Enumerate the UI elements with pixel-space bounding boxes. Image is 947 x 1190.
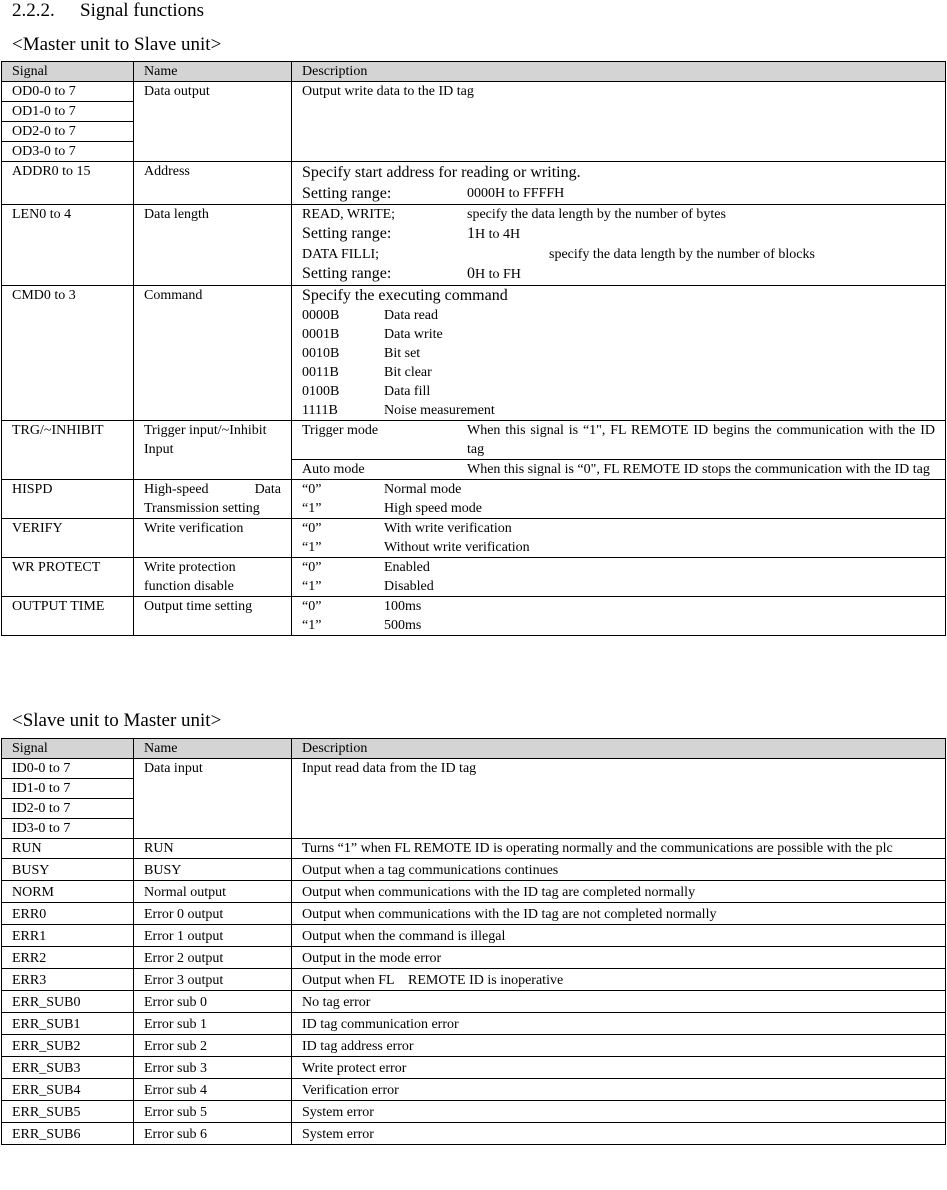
table-row — [2, 839, 946, 859]
col-description: Description — [292, 62, 946, 82]
signal-cell: RUN — [2, 839, 134, 859]
description-line — [302, 264, 935, 285]
signal-cell: ID2-0 to 7 — [2, 799, 134, 819]
name-cell: Error sub 6 — [134, 1123, 292, 1145]
value: “0” — [302, 521, 322, 536]
description-line — [302, 183, 935, 204]
description-line — [302, 224, 935, 245]
command-code — [302, 401, 935, 420]
table-row — [2, 597, 946, 636]
signal-cell: ADDR0 to 15 — [2, 162, 134, 205]
name-cell: High-speed Data Transmission setting — [134, 480, 292, 519]
mode-desc: When this signal is “0", FL REMOTE ID stops the communication with the ID tag — [467, 462, 930, 477]
range-value: H to FH — [475, 267, 521, 282]
description-line — [302, 205, 935, 224]
code-label: Data fill — [384, 384, 431, 399]
table-header — [2, 62, 946, 82]
table-row — [2, 759, 946, 779]
mode-label: Auto mode — [302, 462, 365, 477]
mode-desc: specify the data length by the number of blocks — [549, 247, 815, 262]
table-row — [2, 82, 946, 102]
description-cell — [292, 480, 946, 519]
description-cell — [292, 162, 946, 205]
section-number: 2.2.2. — [12, 0, 55, 21]
code-label: Noise measurement — [384, 403, 495, 418]
master-heading: <Master unit to Slave unit> — [12, 34, 222, 55]
value-desc: Disabled — [384, 579, 434, 594]
code: 1111B — [302, 403, 338, 418]
description-cell: Output when communications with the ID tag are not completed normally — [292, 903, 946, 925]
table-row — [2, 991, 946, 1013]
value: “1” — [302, 540, 322, 555]
name-cell: Normal output — [134, 881, 292, 903]
range-value: 0000H to FFFFH — [467, 186, 565, 201]
description-cell: Output when a tag communications continues — [292, 859, 946, 881]
name-cell: Error 0 output — [134, 903, 292, 925]
table-row — [2, 205, 946, 286]
description-cell: Output in the mode error — [292, 947, 946, 969]
description-cell: Output when communications with the ID tag are completed normally — [292, 881, 946, 903]
table-row — [2, 925, 946, 947]
table-row — [2, 969, 946, 991]
name-cell: Error sub 5 — [134, 1101, 292, 1123]
name-cell: Data length — [134, 205, 292, 286]
table-row — [2, 162, 946, 205]
code: 0011B — [302, 365, 339, 380]
description-cell: Turns “1” when FL REMOTE ID is operating normally and the communications are possible with the plc — [292, 839, 946, 859]
section-title: Signal functions — [80, 0, 205, 21]
mode-desc: When this signal is “1", FL REMOTE ID begins the communication with the ID tag — [467, 423, 935, 457]
mode-label: READ, WRITE; — [302, 207, 396, 222]
signal-cell: ERR_SUB1 — [2, 1013, 134, 1035]
signal-cell: ERR1 — [2, 925, 134, 947]
name-cell: RUN — [134, 839, 292, 859]
signal-cell: ID3-0 to 7 — [2, 819, 134, 839]
signal-cell: HISPD — [2, 480, 134, 519]
value-desc: Enabled — [384, 560, 430, 575]
trigger-mode — [292, 421, 945, 459]
table-header — [2, 739, 946, 759]
mode-label: Trigger mode — [302, 423, 379, 438]
description-line: Specify start address for reading or writing. — [302, 164, 581, 181]
description-cell: Input read data from the ID tag — [292, 759, 946, 839]
signal-cell: ERR_SUB2 — [2, 1035, 134, 1057]
signal-cell: BUSY — [2, 859, 134, 881]
command-code — [302, 344, 935, 363]
name-cell: BUSY — [134, 859, 292, 881]
value: “0” — [302, 482, 322, 497]
description-cell: Output when FL REMOTE ID is inoperative — [292, 969, 946, 991]
name-cell: Data input — [134, 759, 292, 839]
name-cell: Trigger input/~Inhibit Input — [134, 421, 292, 480]
description-cell — [292, 597, 946, 636]
description-cell — [292, 519, 946, 558]
value: “0” — [302, 560, 322, 575]
name-cell: Address — [134, 162, 292, 205]
signal-cell: OD1-0 to 7 — [2, 102, 134, 122]
command-code — [302, 382, 935, 401]
signal-cell: OD3-0 to 7 — [2, 142, 134, 162]
code: 0001B — [302, 327, 340, 342]
code: 0000B — [302, 308, 340, 323]
signal-cell: ERR0 — [2, 903, 134, 925]
value-desc: Normal mode — [384, 482, 462, 497]
code-label: Data write — [384, 327, 443, 342]
value-desc: With write verification — [384, 521, 512, 536]
table-row — [2, 286, 946, 421]
table-row — [2, 1035, 946, 1057]
description-cell: ID tag address error — [292, 1035, 946, 1057]
command-code — [302, 325, 935, 344]
description-cell: Output write data to the ID tag — [292, 82, 946, 162]
section-heading — [12, 0, 204, 22]
name-cell: Error sub 1 — [134, 1013, 292, 1035]
value: “1” — [302, 579, 322, 594]
value-desc: Without write verification — [384, 540, 530, 555]
name-cell: Error 3 output — [134, 969, 292, 991]
col-name: Name — [134, 62, 292, 82]
value-desc: 100ms — [384, 599, 422, 614]
name-cell: Command — [134, 286, 292, 421]
code-label: Bit set — [384, 346, 421, 361]
code-label: Data read — [384, 308, 439, 323]
name-cell: Error sub 2 — [134, 1035, 292, 1057]
signal-cell: TRG/~INHIBIT — [2, 421, 134, 480]
description-cell — [292, 421, 946, 480]
slave-to-master-table — [1, 738, 946, 1145]
command-code — [302, 306, 935, 325]
col-signal: Signal — [2, 62, 134, 82]
value-line — [302, 577, 935, 596]
description-cell: System error — [292, 1123, 946, 1145]
signal-cell: ERR_SUB3 — [2, 1057, 134, 1079]
range-label: Setting range: — [302, 225, 392, 242]
description-cell — [292, 558, 946, 597]
signal-cell: ID1-0 to 7 — [2, 779, 134, 799]
table-row — [2, 1013, 946, 1035]
name-cell: Error sub 4 — [134, 1079, 292, 1101]
signal-cell: ERR_SUB5 — [2, 1101, 134, 1123]
range-lead: 1 — [467, 225, 475, 242]
signal-cell: CMD0 to 3 — [2, 286, 134, 421]
name-cell: Write verification — [134, 519, 292, 558]
mode-label: DATA FILLI; — [302, 247, 380, 262]
description-cell: ID tag communication error — [292, 1013, 946, 1035]
table-row — [2, 1057, 946, 1079]
description-cell: No tag error — [292, 991, 946, 1013]
table-row — [2, 480, 946, 519]
value: “1” — [302, 501, 322, 516]
auto-mode — [292, 459, 945, 479]
name-cell: Error 2 output — [134, 947, 292, 969]
signal-cell: VERIFY — [2, 519, 134, 558]
name-cell: Error 1 output — [134, 925, 292, 947]
description-cell — [292, 205, 946, 286]
value-line — [302, 538, 935, 557]
table-row — [2, 881, 946, 903]
table-row — [2, 947, 946, 969]
col-description: Description — [292, 739, 946, 759]
value-line — [302, 616, 935, 635]
signal-cell: ERR_SUB4 — [2, 1079, 134, 1101]
value: “0” — [302, 599, 322, 614]
description-cell: Output when the command is illegal — [292, 925, 946, 947]
command-code — [302, 363, 935, 382]
signal-cell: ERR2 — [2, 947, 134, 969]
signal-cell: OD0-0 to 7 — [2, 82, 134, 102]
col-signal: Signal — [2, 739, 134, 759]
table-row — [2, 558, 946, 597]
signal-cell: LEN0 to 4 — [2, 205, 134, 286]
range-label: Setting range: — [302, 185, 392, 202]
table-row — [2, 519, 946, 558]
name-cell: Output time setting — [134, 597, 292, 636]
name-cell: Write protection function disable — [134, 558, 292, 597]
description-cell: System error — [292, 1101, 946, 1123]
slave-heading: <Slave unit to Master unit> — [12, 710, 222, 731]
range-value: H to 4H — [475, 227, 521, 242]
description-cell: Write protect error — [292, 1057, 946, 1079]
signal-cell: NORM — [2, 881, 134, 903]
signal-cell: ERR_SUB0 — [2, 991, 134, 1013]
value: “1” — [302, 618, 322, 633]
table-row — [2, 1079, 946, 1101]
description-line: Specify the executing command — [302, 287, 508, 304]
table-row — [2, 1101, 946, 1123]
description-cell: Verification error — [292, 1079, 946, 1101]
description-cell — [292, 286, 946, 421]
name-cell: Error sub 0 — [134, 991, 292, 1013]
value-desc: 500ms — [384, 618, 422, 633]
signal-cell: WR PROTECT — [2, 558, 134, 597]
signal-cell: OUTPUT TIME — [2, 597, 134, 636]
code: 0010B — [302, 346, 340, 361]
value-line — [302, 480, 935, 499]
value-line — [302, 499, 935, 518]
mode-desc: specify the data length by the number of bytes — [467, 207, 726, 222]
master-to-slave-table — [1, 61, 946, 636]
value-line — [302, 519, 935, 538]
name-cell: Error sub 3 — [134, 1057, 292, 1079]
range-lead: 0 — [467, 265, 475, 282]
table-row — [2, 1123, 946, 1145]
table-row — [2, 903, 946, 925]
col-name: Name — [134, 739, 292, 759]
signal-cell: ID0-0 to 7 — [2, 759, 134, 779]
name-cell: Data output — [134, 82, 292, 162]
table-row — [2, 859, 946, 881]
code: 0100B — [302, 384, 340, 399]
value-line — [302, 558, 935, 577]
range-label: Setting range: — [302, 265, 392, 282]
signal-cell: ERR_SUB6 — [2, 1123, 134, 1145]
signal-cell: OD2-0 to 7 — [2, 122, 134, 142]
signal-cell: ERR3 — [2, 969, 134, 991]
table-row — [2, 421, 946, 480]
value-desc: High speed mode — [384, 501, 482, 516]
code-label: Bit clear — [384, 365, 432, 380]
value-line — [302, 597, 935, 616]
description-line — [302, 245, 935, 264]
